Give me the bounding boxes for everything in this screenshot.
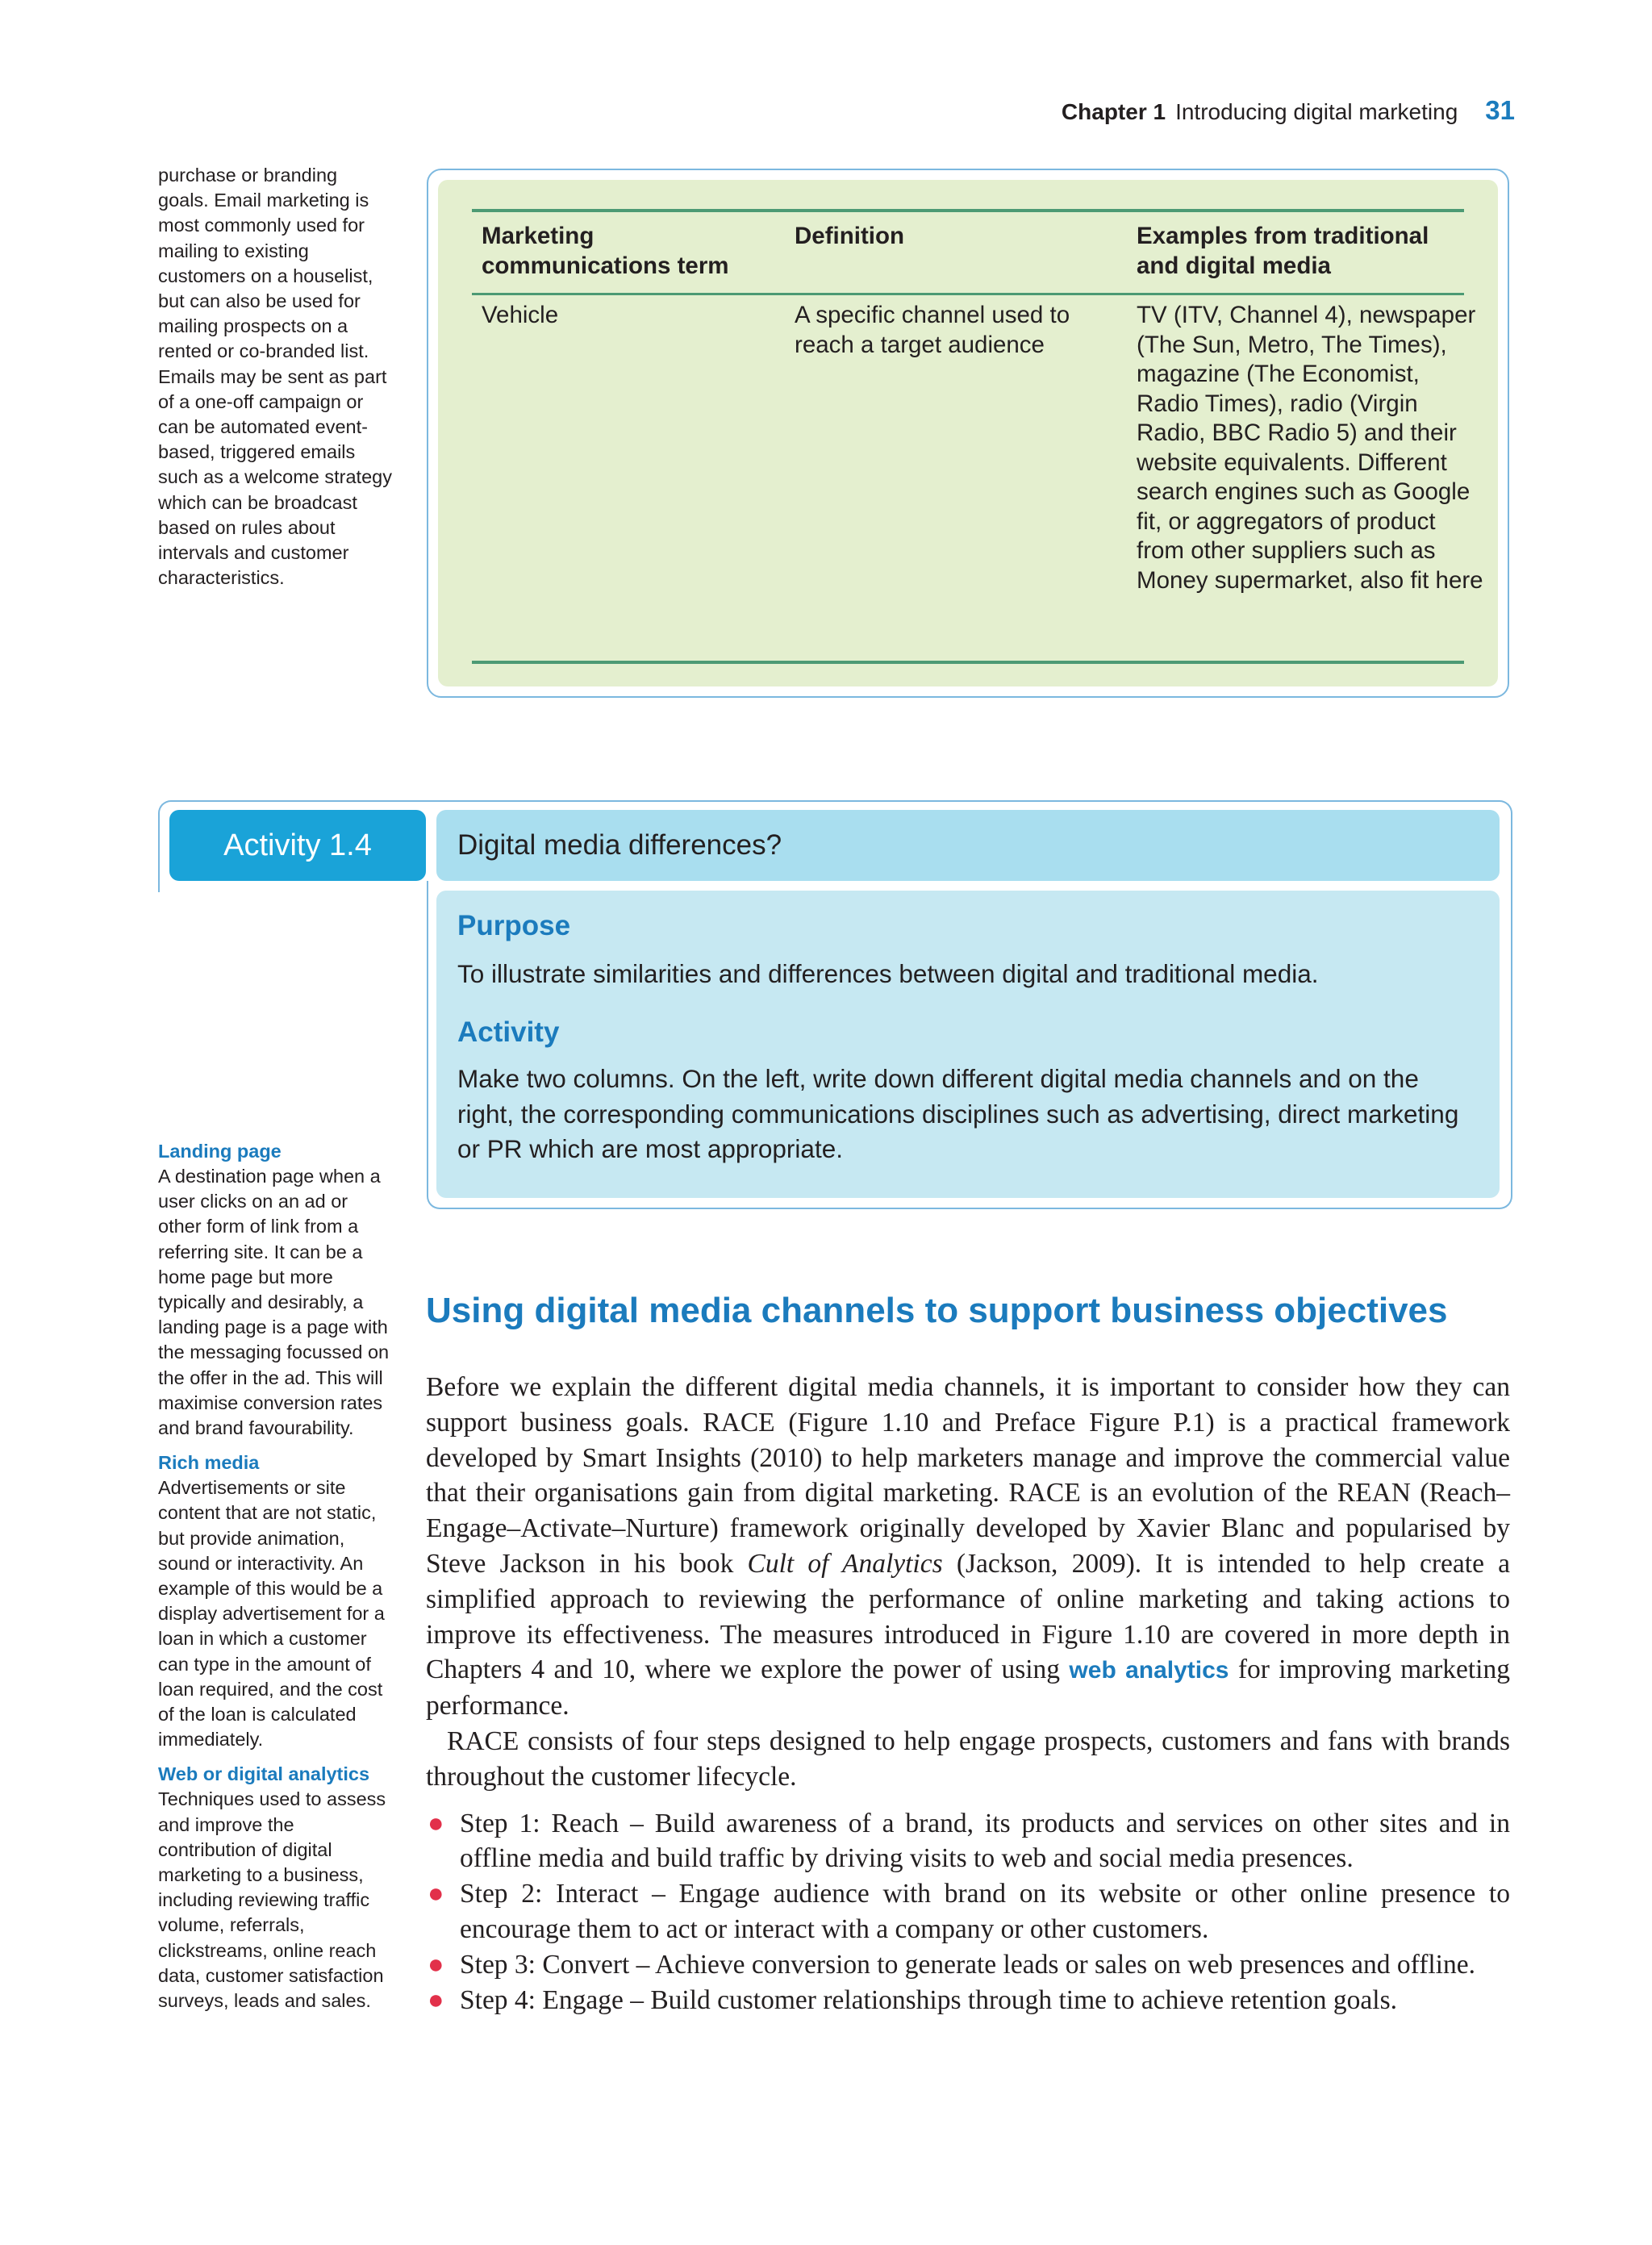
- race-steps-list: [426, 1806, 1510, 2018]
- table-background: [438, 180, 1498, 686]
- table-bottom-rule: [472, 661, 1464, 664]
- paragraph-race-intro: [426, 1370, 1510, 1724]
- activity-body: [436, 891, 1500, 1198]
- terms-table: [427, 169, 1509, 698]
- margin-note-email: purchase or branding goals. Email marketing is most commonly used for mailing to existing customers on a houselist, but can also be used for mailing prospects on a rented or co-branded list. Emails may be sent as part of a one-off campaign or can be automated event-based, triggered emails such as a welcome strategy which can be broadcast based on rules about intervals and customer characteristics.: [158, 165, 392, 589]
- glossary: [158, 1139, 392, 2023]
- table-top-rule: [472, 209, 1464, 212]
- table-cell-examples: TV (ITV, Channel 4), newspaper (The Sun, Metro, The Times), magazine (The Economist, Radio Times), radio (Virgin Radio, BBC Radio 5) and their website equivalents. Different search engines such as Google fit, or aggregators of product from other suppliers such as Money supermarket, also fit here: [1137, 302, 1483, 594]
- bullet-icon: ●: [428, 1879, 444, 1909]
- glossary-keyword-web-analytics: web analytics: [1069, 1657, 1229, 1684]
- glossary-term-web-analytics: Web or digital analytics: [158, 1763, 370, 1785]
- chapter-label: Chapter 1: [1061, 99, 1166, 124]
- table-header-term: Marketing communications term: [482, 223, 729, 279]
- glossary-term-landing-page: Landing page: [158, 1141, 282, 1162]
- running-header: [1062, 95, 1515, 126]
- purpose-text: To illustrate similarities and differences between digital and traditional media.: [457, 959, 1319, 988]
- list-item: [426, 1876, 1510, 1947]
- para1-text-a: Before we explain the different digital media channels, it is important to consider how they can support business goals. RACE (Figure 1.10 and Preface Figure P.1) is a practical framework developed by Smart Insights (2010) to help marketers manage and improve the commercial value that their organisations gain from digital marketing. RACE is an evolution of the REAN (Reach–Engage–Activate–Nurture) framework originally developed by Xavier Blanc and popularised by Steve Jackson in his book: [426, 1372, 1510, 1579]
- activity-title: Digital media differences?: [436, 810, 1500, 881]
- glossary-term-rich-media: Rich media: [158, 1452, 260, 1474]
- step-text: Step 3: Convert – Achieve conversion to generate leads or sales on web presences and offline.: [460, 1949, 1475, 1980]
- para1-text-b: (Jackson, 2009). It is intended to help create a simplified approach to reviewing the performance of online marketing and taking actions to improve its effectiveness. The measures introduced in Figure 1.10 are covered in more depth in Chapters 4 and 10, where we explore the power of using: [426, 1548, 1511, 1685]
- table-header-rule: [472, 293, 1464, 295]
- glossary-definition-web-analytics: Techniques used to assess and improve the contribution of digital marketing to a business, including reviewing traffic volume, referrals, clickstreams, online reach data, customer satisfaction surveys, leads and sales.: [158, 1788, 386, 2012]
- body-text: [426, 1370, 1510, 2018]
- activity-label: Activity 1.4: [169, 810, 426, 881]
- glossary-definition-rich-media: Advertisements or site content that are not static, but provide animation, sound or interactivity. An example of this would be a display advertisement for a loan in which a customer can type in the amount of loan required, and the cost of the loan is calculated immediately.: [158, 1477, 385, 1751]
- list-item: [426, 1947, 1510, 1983]
- chapter-title: Introducing digital marketing: [1175, 99, 1458, 124]
- bullet-icon: ●: [428, 1949, 444, 1980]
- section-heading: Using digital media channels to support business objectives: [426, 1291, 1448, 1330]
- bullet-icon: ●: [428, 1984, 444, 2015]
- paragraph-race-steps: RACE consists of four steps designed to help engage prospects, customers and fans with brands throughout the customer lifecycle.: [426, 1725, 1510, 1792]
- book-title: Cult of Analytics: [747, 1548, 943, 1579]
- list-item: [426, 1806, 1510, 1877]
- table-cell-term: Vehicle: [482, 302, 559, 328]
- table-header-definition: Definition: [795, 223, 905, 249]
- table-cell-definition: A specific channel used to reach a target audience: [795, 302, 1070, 358]
- table-header-examples: Examples from traditional and digital media: [1137, 223, 1429, 279]
- purpose-heading: Purpose: [457, 910, 571, 941]
- step-text: Step 4: Engage – Build customer relationships through time to achieve retention goals.: [460, 1984, 1398, 2015]
- bullet-icon: ●: [428, 1808, 444, 1838]
- page-number: 31: [1485, 95, 1515, 125]
- step-text: Step 1: Reach – Build awareness of a brand, its products and services on other sites and in offline media and build traffic by driving visits to web and social media presences.: [460, 1808, 1510, 1874]
- glossary-definition-landing-page: A destination page when a user clicks on an ad or other form of link from a referring site. It can be a home page but more typically and desirably, a landing page is a page with the messaging focussed on the offer in the ad. This will maximise conversion rates and brand favourability.: [158, 1166, 390, 1439]
- para1-text-c: for improving marketing performance.: [426, 1655, 1510, 1721]
- list-item: [426, 1983, 1510, 2018]
- activity-text: Make two columns. On the left, write down different digital media channels and on the right, the corresponding communications disciplines such as advertising, direct marketing or PR which are most appropriate.: [457, 1064, 1459, 1163]
- step-text: Step 2: Interact – Engage audience with brand on its website or other online presence to encourage them to act or interact with a company or other customers.: [460, 1879, 1510, 1944]
- activity-heading: Activity: [457, 1016, 560, 1048]
